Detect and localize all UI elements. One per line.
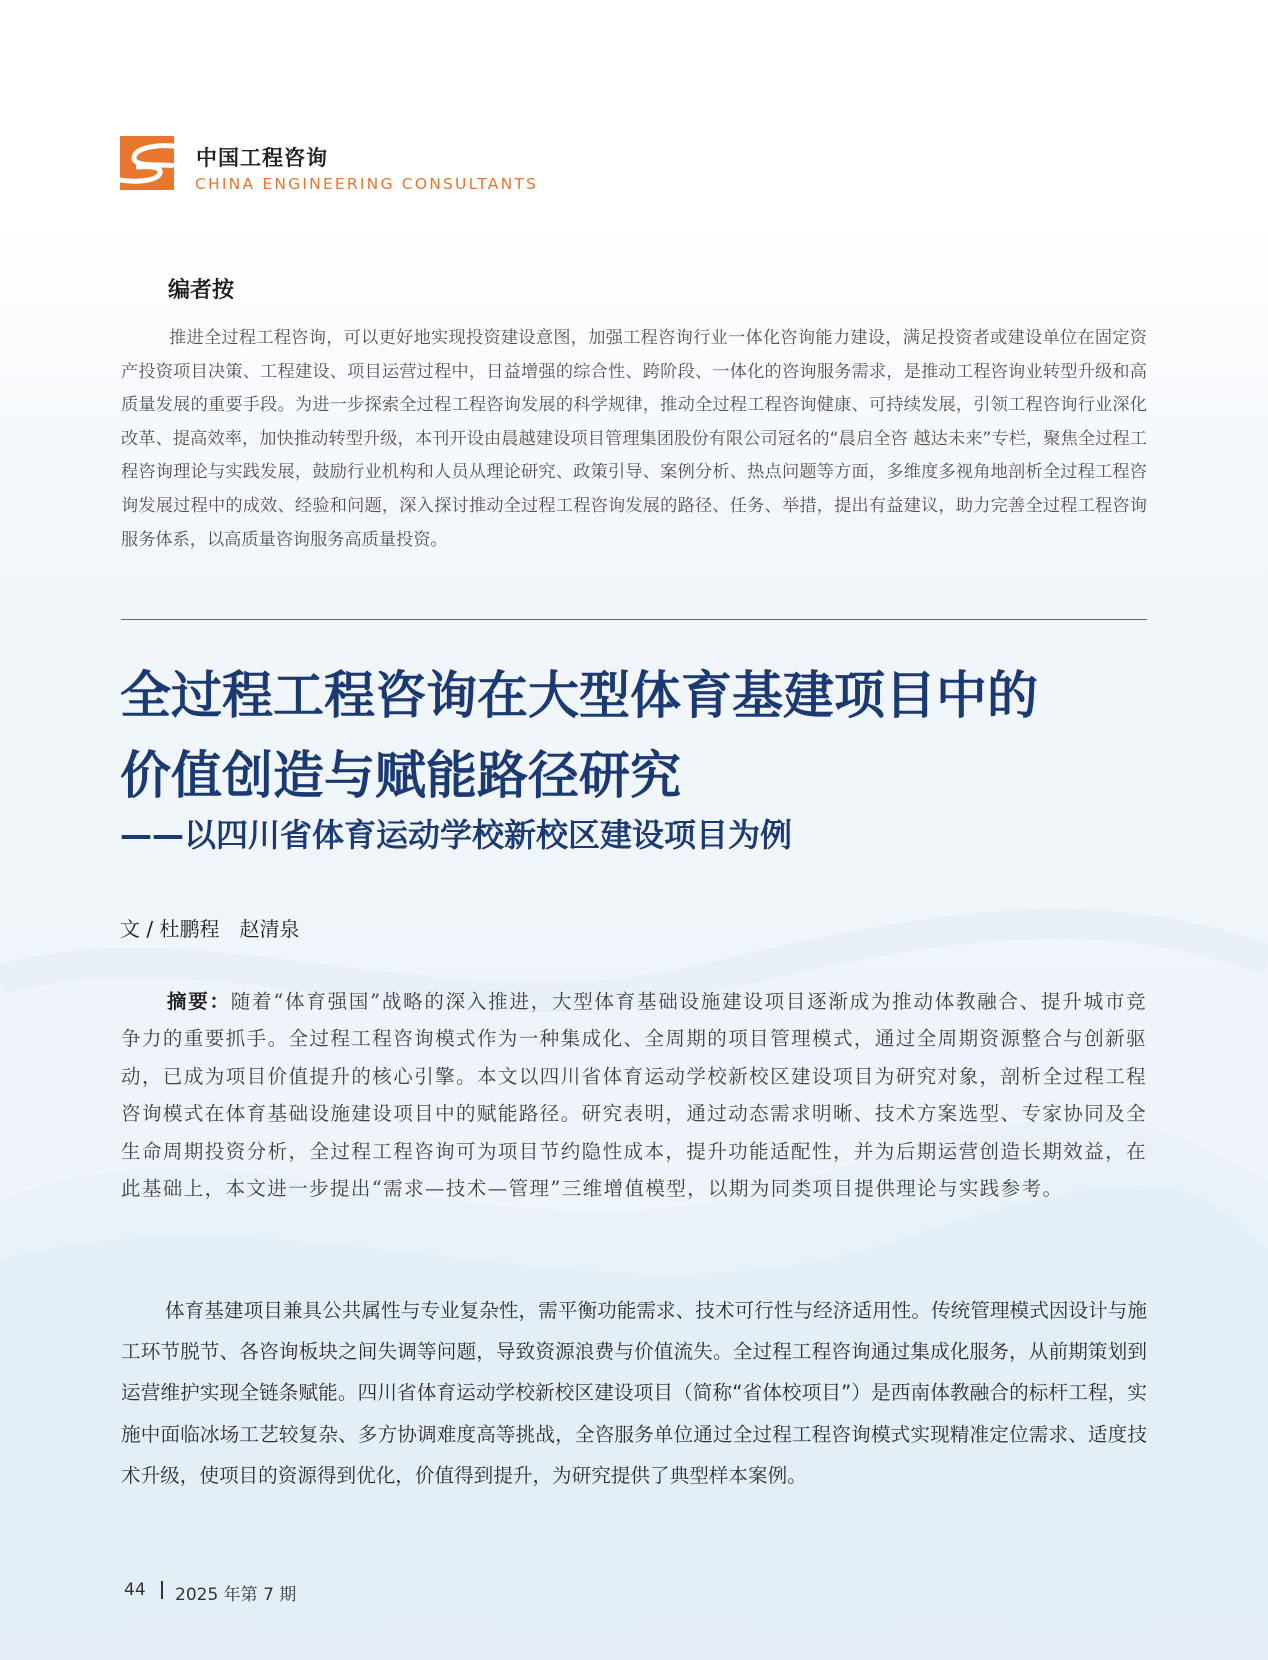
section-divider [121,619,1147,620]
body-paragraph: 体育基建项目兼具公共属性与专业复杂性，需平衡功能需求、技术可行性与经济适用性。传统管理模式因设计与施工环节脱节、各咨询板块之间失调等问题，导致资源浪费与价值流失。全过程工程咨询通过集成化服务，从前期策划到运营维护实现全链条赋能。四川省体育运动学校新校区建设项目（简称“省体校项目”）是西南体教融合的标杆工程，实施中面临冰场工艺较复杂、多方协调难度高等挑战，全咨服务单位通过全过程工程咨询模式实现精准定位需求、适度技术升级，使项目的资源得到优化，价值得到提升，为研究提供了典型样本案例。 [121,1299,1147,1487]
article-subtitle: ——以四川省体育运动学校新校区建设项目为例 [120,816,793,854]
footer-separator [161,1581,163,1599]
editor-note-body: 推进全过程工程咨询，可以更好地实现投资建设意图，加强工程咨询行业一体化咨询能力建设，满足投资者或建设单位在固定资产投资项目决策、工程建设、项目运营过程中，日益增强的综合性、跨阶段、一体化的咨询服务需求，是推动工程咨询业转型升级和高质量发展的重要手段。为进一步探索全过程工程咨询发展的科学规律，推动全过程工程咨询健康、可持续发展，引领工程咨询行业深化改革、提高效率，加快推动转型升级，本刊开设由晨越建设项目管理集团股份有限公司冠名的“晨启全咨 越达未来”专栏，聚焦全过程工程咨询理论与实践发展，鼓励行业机构和人员从理论研究、政策引导、案例分析、热点问题等方面，多维度多视角地剖析全过程工程咨询发展过程中的成效、经验和问题，深入探讨推动全过程工程咨询发展的路径、任务、举措，提出有益建议，助力完善全过程工程咨询服务体系，以高质量咨询服务高质量投资。 [121,328,1147,550]
article-title [120,656,1160,816]
abstract-label: 摘要： [167,990,231,1013]
article-title-line-2: 价值创造与赋能路径研究 [120,746,682,806]
page-number: 44 [124,1580,146,1600]
issue-label: 2025 年第 7 期 [175,1585,297,1605]
magazine-title-en: CHINA ENGINEERING CONSULTANTS [195,175,539,193]
article-title-line-1: 全过程工程咨询在大型体育基建项目中的 [120,666,1039,726]
abstract-text: 随着“体育强国”战略的深入推进，大型体育基础设施建设项目逐渐成为推动体教融合、提升城市竞争力的重要抓手。全过程工程咨询模式作为一种集成化、全周期的项目管理模式，通过全周期资源整合与创新驱动，已成为项目价值提升的核心引擎。本文以四川省体育运动学校新校区建设项目为研究对象，剖析全过程工程咨询模式在体育基础设施建设项目中的赋能路径。研究表明，通过动态需求明晰、技术方案选型、专家协同及全生命周期投资分析，全过程工程咨询可为项目节约隐性成本，提升功能适配性，并为后期运营创造长期效益，在此基础上，本文进一步提出“需求—技术—管理”三维增值模型，以期为同类项目提供理论与实践参考。 [121,990,1147,1201]
stylized-c-logo-icon [120,136,174,190]
magazine-title-cn: 中国工程咨询 [196,146,328,170]
abstract [121,983,1147,1207]
editor-note-title: 编者按 [168,278,235,303]
author-byline: 文 / 杜鹏程 赵清泉 [120,917,300,941]
